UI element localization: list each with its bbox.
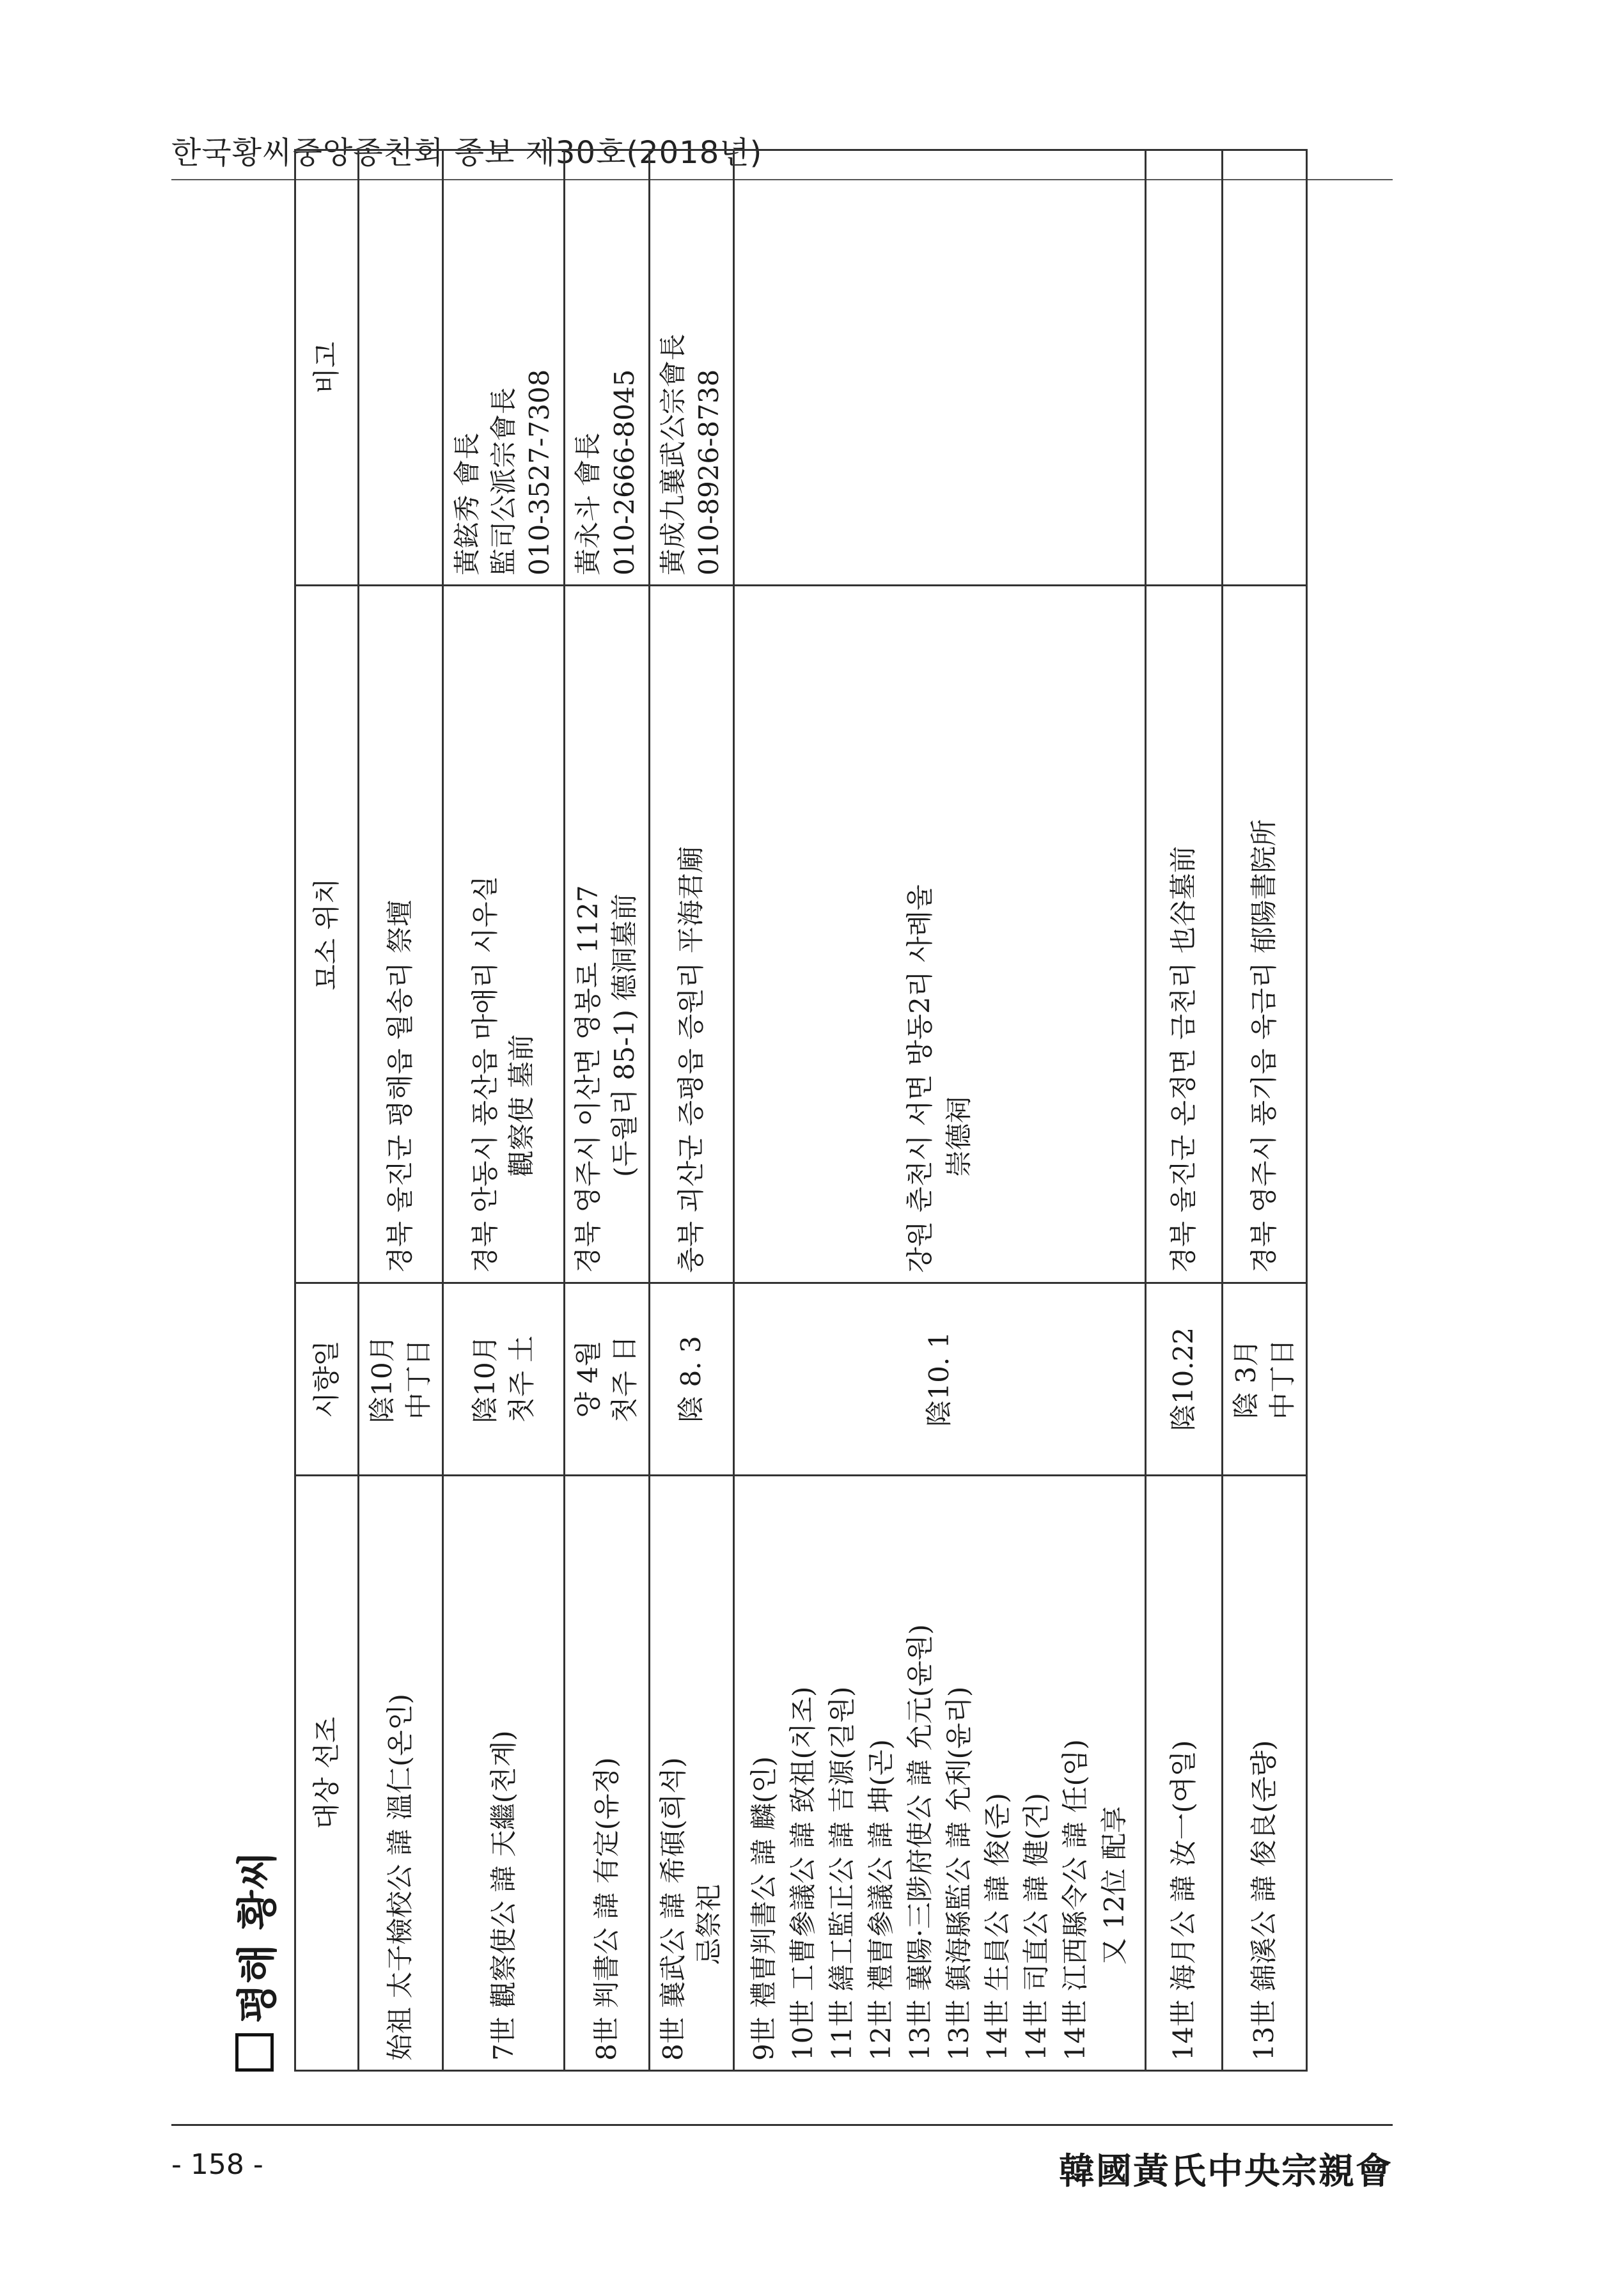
location-cell [565,586,649,1283]
location-cell-line: 충북 괴산군 증평읍 증원리 平海君廟 [675,846,707,1273]
location-cell [1146,586,1223,1283]
note-cell [359,150,443,586]
location-cell-line: 경북 안동시 풍산읍 마애리 시우실 [469,875,501,1273]
header-date: 시향일 [295,1283,359,1476]
date-cell-line: 陰10. 1 [923,1331,955,1427]
date-cell-line: 양 4월 [572,1340,604,1418]
ancestor-cell-line: 又 12位 配享 [1099,1806,1131,1965]
ancestor-cell-line: 14世 江西縣令公 諱 任(임) [1060,1739,1092,2061]
ancestor-cell-line: 14世 海月公 諱 汝一(여일) [1168,1740,1200,2061]
date-cell-line: 陰 8. 3 [675,1336,707,1423]
ancestor-cell [649,1476,733,2071]
ancestor-cell-line: 始祖 太子檢校公 諱 溫仁(온인) [384,1694,416,2061]
location-cell [649,586,733,1283]
location-cell-line: 경북 울진군 평해읍 월송리 祭壇 [384,900,416,1273]
note-cell [734,150,1146,586]
footer-divider [171,2124,1393,2126]
note-cell [443,150,565,586]
location-cell-line: 경북 영주시 이산면 영봉로 1127 [572,885,604,1273]
ancestor-cell-line: 8世 判書公 諱 有定(유정) [590,1757,622,2061]
ancestor-cell-line: 9世 禮曺判書公 諱 麟(인) [748,1756,780,2061]
table-row [1223,150,1307,2071]
section-title-text: 평해 황씨 [235,1850,282,2023]
note-cell-line: 010-8926-8738 [693,369,725,575]
table-row [1146,150,1223,2071]
ancestor-cell [1223,1476,1307,2071]
section-title [224,1850,285,2072]
ancestor-cell-line: 8世 襄武公 諱 希碩(희석) [657,1757,689,2061]
date-cell [649,1283,733,1476]
location-cell [1223,586,1307,1283]
page-header-title: 한국황씨중앙종친회 종보 제30호(2018년) [171,135,763,171]
location-cell-line: (두월리 85-1) 德洞墓前 [609,893,641,1177]
page-number: - 158 - [171,2148,263,2181]
location-cell-line: 觀察使 墓前 [505,1034,537,1177]
location-cell-line: 경북 울진군 온정면 금천리 也谷墓前 [1168,846,1200,1273]
date-cell [734,1283,1146,1476]
ancestor-cell-line: 12世 禮曺參議公 諱 坤(곤) [865,1739,896,2061]
note-cell [649,150,733,586]
rotated-content [224,230,1311,2072]
header-location: 묘소 위치 [295,586,359,1283]
date-cell [565,1283,649,1476]
ancestor-cell-line: 13世 鎮海縣監公 諱 允利(윤리) [943,1686,974,2061]
date-cell-line: 陰10.22 [1168,1327,1200,1432]
note-cell-line: 監司公派宗會長 [487,387,519,575]
ancestor-cell-line: 14世 生員公 諱 俊(준) [982,1793,1013,2061]
note-cell [565,150,649,586]
location-cell [734,586,1146,1283]
ancestor-cell-line: 14世 司直公 諱 健(건) [1021,1793,1052,2061]
footer-organization: 韓國黃氏中央宗親會 [1059,2150,1393,2192]
note-cell-line: 010-2666-8045 [609,369,641,575]
ancestor-cell-line: 7世 觀察使公 諱 天繼(천계) [487,1730,519,2061]
header-name: 대상 선조 [295,1476,359,2071]
ancestor-cell [443,1476,565,2071]
date-cell-line: 中丁日 [402,1339,434,1420]
date-cell-line: 陰10月 [366,1335,398,1423]
date-cell-line: 陰10月 [469,1335,501,1423]
ancestor-cell [734,1476,1146,2071]
date-cell [359,1283,443,1476]
table-row [359,150,443,2071]
date-cell [443,1283,565,1476]
memorial-schedule-table [294,149,1308,2072]
note-cell-line: 黃鉉秀 會長 [451,432,483,575]
note-cell [1223,150,1307,586]
location-cell-line: 강원 춘천시 서면 방동2리 사례울 [904,884,935,1273]
header-note: 비고 [295,150,359,586]
table-row [565,150,649,2071]
note-cell-line: 010-3527-7308 [524,369,556,575]
ancestor-cell-line: 10世 工曹參議公 諱 致祖(치조) [787,1686,819,2061]
note-cell [1146,150,1223,586]
date-cell-line: 첫주 土 [505,1335,537,1423]
ancestor-cell [565,1476,649,2071]
table-row [734,150,1146,2071]
ancestor-cell [359,1476,443,2071]
location-cell-line: 경북 영주시 풍기읍 욱금리 郁陽書院所 [1248,819,1280,1273]
table-header-row [295,150,359,2071]
square-icon [235,2033,274,2072]
table-row [443,150,565,2071]
date-cell [1146,1283,1223,1476]
location-cell [359,586,443,1283]
ancestor-cell [1146,1476,1223,2071]
location-cell-line: 崇德祠 [943,1096,974,1177]
date-cell-line: 陰 3月 [1230,1339,1262,1419]
date-cell-line: 첫주 日 [609,1335,641,1423]
ancestor-cell-line: 忌祭祀 [693,1884,725,1965]
note-cell-line: 黃成九襄武公宗會長 [657,333,689,575]
location-cell [443,586,565,1283]
date-cell [1223,1283,1307,1476]
note-cell-line: 黃永斗 會長 [572,432,604,575]
ancestor-cell-line: 13世 襄陽·三陟府使公 諱 允元(윤원) [904,1624,935,2061]
table-row [649,150,733,2071]
ancestor-cell-line: 11世 繕工監正公 諱 吉源(길원) [826,1686,857,2061]
ancestor-cell-line: 13世 錦溪公 諱 俊良(준량) [1248,1740,1280,2061]
date-cell-line: 中丁日 [1266,1339,1298,1420]
